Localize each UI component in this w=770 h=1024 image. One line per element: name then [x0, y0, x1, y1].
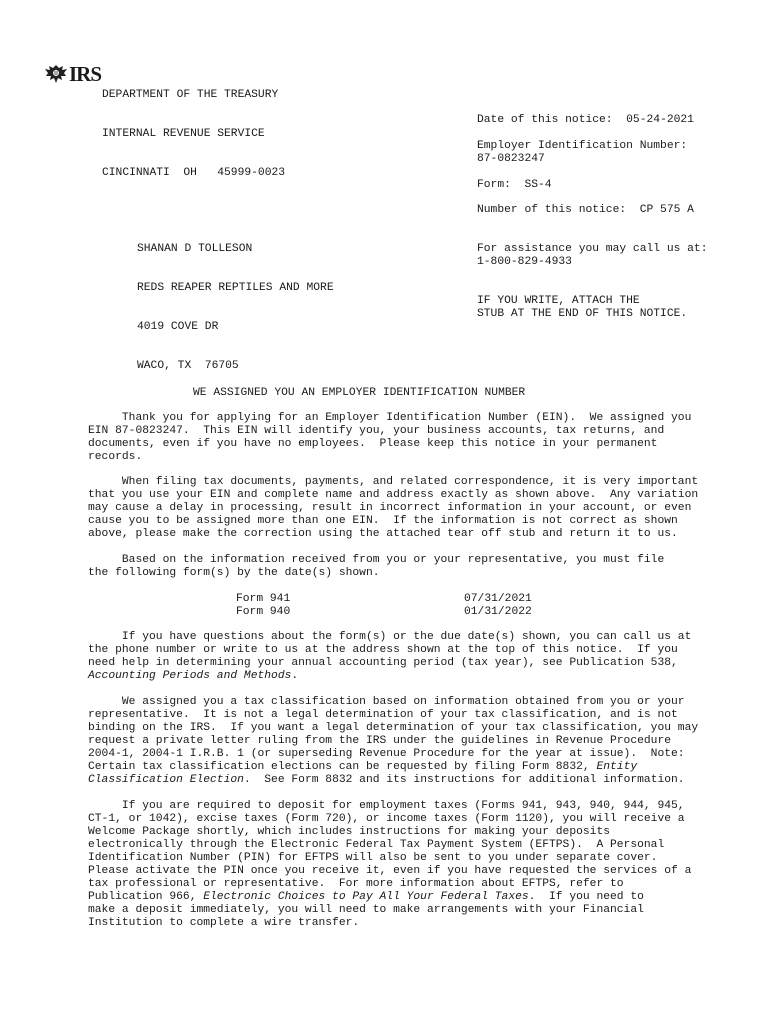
text-line: the following form(s) by the date(s) shown. — [88, 567, 380, 579]
text-line — [88, 891, 738, 904]
text-line: request a private letter ruling from the IRS under the guidelines in Revenue Procedure — [88, 735, 672, 747]
ein-value: 87-0823247 — [477, 153, 545, 165]
text-line: need help in determining your annual accounting period (tax year), see Publication 538, — [88, 657, 678, 669]
paragraph-ein-assigned — [88, 412, 738, 464]
notice-date: Date of this notice: 05-24-2021 — [477, 114, 694, 126]
irs-eagle-icon — [44, 64, 68, 84]
sender-line: CINCINNATI OH 45999-0023 — [102, 167, 286, 179]
form-due-date: 07/31/2021 — [464, 593, 532, 605]
form-due-date: 01/31/2022 — [464, 606, 532, 618]
text-line — [88, 774, 738, 787]
paragraph-questions — [88, 631, 738, 683]
form-type: Form: SS-4 — [477, 179, 552, 191]
punctuation: . — [291, 670, 299, 682]
form-title-italic: Entity — [596, 761, 638, 773]
text-line: representative. It is not a legal determination of your tax classification, and is not — [88, 709, 678, 721]
publication-title: Accounting Periods and Methods — [88, 670, 292, 682]
form-title-italic: Classification Election — [88, 774, 244, 786]
text-line: If you are required to deposit for employment taxes (Forms 941, 943, 940, 944, 945, — [88, 800, 685, 812]
form-name: Form 940 — [236, 606, 291, 618]
text-line: CT-1, or 1042), excise taxes (Form 720), or income taxes (Form 1120), you will receive a — [88, 813, 685, 825]
recipient-line: 4019 COVE DR — [137, 321, 219, 333]
irs-logo — [44, 64, 101, 84]
text-segment: . See Form 8832 and its instructions for additional information. — [243, 774, 685, 786]
paragraph-tax-classification — [88, 696, 738, 787]
paragraph-filing-instructions — [88, 476, 738, 541]
write-instruction-line: IF YOU WRITE, ATTACH THE — [477, 295, 640, 307]
text-line: Based on the information received from you or your representative, you must file — [88, 554, 665, 566]
text-line: We assigned you a tax classification based on information obtained from you or your — [88, 696, 685, 708]
text-line — [88, 670, 738, 683]
text-line: cause you to be assigned more than one EIN. If the information is not correct as shown — [88, 515, 678, 527]
text-line: records. — [88, 451, 143, 463]
paragraph-eftps — [88, 800, 738, 930]
irs-logo-text: IRS — [69, 62, 102, 86]
text-line: Institution to complete a wire transfer. — [88, 917, 360, 929]
publication-title: Electronic Choices to Pay All Your Federal Taxes — [203, 891, 529, 903]
text-line: tax professional or representative. For more information about EFTPS, refer to — [88, 878, 624, 890]
text-line: above, please make the correction using the attached tear off stub and return it to us. — [88, 528, 678, 540]
sender-line: DEPARTMENT OF THE TREASURY — [102, 89, 279, 101]
text-line: may cause a delay in processing, result in incorrect information in your account, or even — [88, 502, 692, 514]
sender-address — [102, 63, 285, 193]
text-line: EIN 87-0823247. This EIN will identify you, your business accounts, tax returns, and — [88, 425, 665, 437]
text-line: Thank you for applying for an Employer Identification Number (EIN). We assigned you — [88, 412, 692, 424]
text-line: make a deposit immediately, you will need to make arrangements with your Financial — [88, 904, 644, 916]
text-line: binding on the IRS. If you want a legal determination of your tax classification, you may — [88, 722, 699, 734]
text-line — [88, 761, 738, 774]
text-segment: . If you need to — [528, 891, 644, 903]
paragraph-forms-due — [88, 554, 738, 580]
text-segment: Publication 966, — [88, 891, 204, 903]
text-line: 2004-1, 2004-1 I.R.B. 1 (or superseding Revenue Procedure for the year at issue). Note: — [88, 748, 685, 760]
text-line: Please activate the PIN once you receive it, even if you have requested the services of a — [88, 865, 692, 877]
text-line: documents, even if you have no employees. Please keep this notice in your permanent — [88, 438, 658, 450]
recipient-line: REDS REAPER REPTILES AND MORE — [137, 282, 334, 294]
text-line: When filing tax documents, payments, and related correspondence, it is very important — [88, 476, 699, 488]
text-line: electronically through the Electronic Federal Tax Payment System (EFTPS). A Personal — [88, 839, 665, 851]
text-line: Welcome Package shortly, which includes instructions for making your deposits — [88, 826, 611, 838]
assistance-phone: 1-800-829-4933 — [477, 256, 572, 268]
recipient-line: SHANAN D TOLLESON — [137, 243, 253, 255]
notice-number: Number of this notice: CP 575 A — [477, 204, 694, 216]
text-line: that you use your EIN and complete name and address exactly as shown above. Any variation — [88, 489, 699, 501]
form-name: Form 941 — [236, 593, 291, 605]
write-instruction-line: STUB AT THE END OF THIS NOTICE. — [477, 308, 688, 320]
sender-line: INTERNAL REVENUE SERVICE — [102, 128, 265, 140]
assistance-label: For assistance you may call us at: — [477, 243, 708, 255]
recipient-address — [137, 217, 334, 386]
text-line: the phone number or write to us at the address shown at the top of this notice. If you — [88, 644, 678, 656]
recipient-line: WACO, TX 76705 — [137, 360, 239, 372]
text-segment: Certain tax classification elections can be requested by filing Form 8832, — [88, 761, 597, 773]
text-line: Identification Number (PIN) for EFTPS will also be sent to you under separate cover. — [88, 852, 658, 864]
text-line: If you have questions about the form(s) or the due date(s) shown, you can call us at — [88, 631, 692, 643]
notice-title: WE ASSIGNED YOU AN EMPLOYER IDENTIFICATION NUMBER — [193, 387, 526, 399]
ein-label: Employer Identification Number: — [477, 140, 688, 152]
